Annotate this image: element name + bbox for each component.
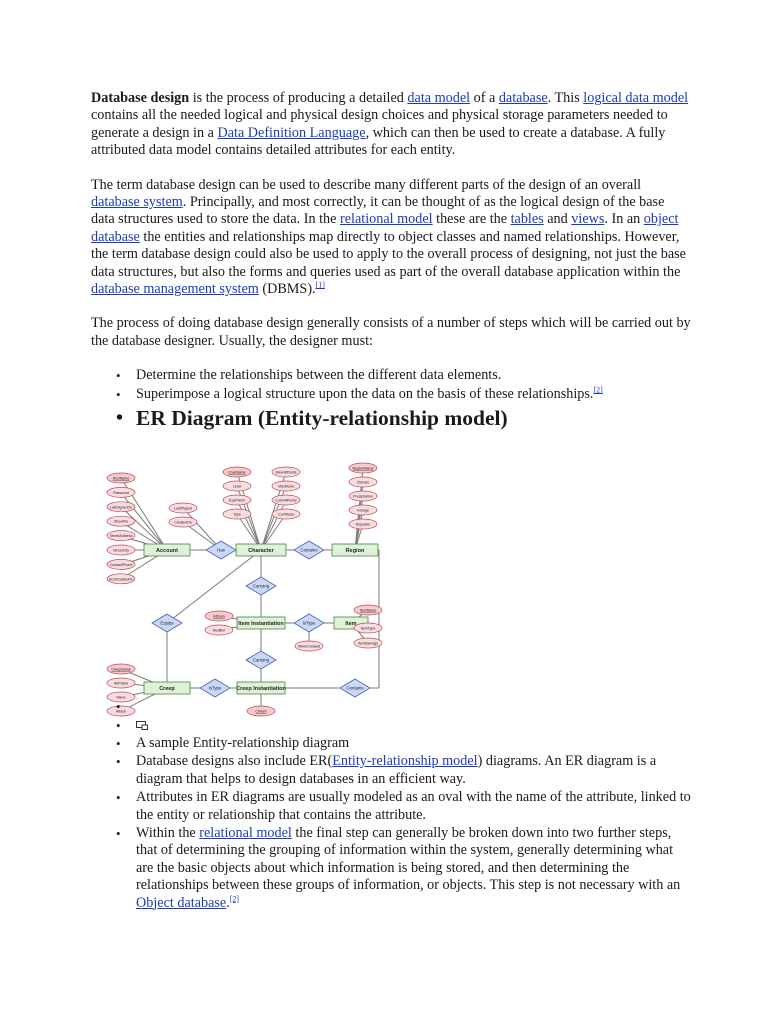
citation-2b[interactable]: [2]	[229, 893, 240, 903]
attribute-label: CurrMana	[278, 512, 294, 517]
list-item-empty	[136, 698, 691, 715]
text-run: and	[543, 211, 572, 228]
attribute-label: StreetCity	[113, 548, 129, 553]
attribute-label: Level	[232, 484, 242, 489]
attribute-label: CharName	[228, 470, 246, 475]
attribute-label: RegionName	[352, 466, 374, 471]
attribute-label: StreetAddress	[109, 534, 133, 539]
relationship-label: Equips	[160, 620, 174, 626]
list-item	[136, 386, 691, 403]
term-database-design: Database design	[91, 90, 190, 106]
link-logical-data-model[interactable]: logical data model	[583, 90, 689, 106]
link-views[interactable]: views	[571, 211, 605, 228]
er-diagram-heading: • ER Diagram (Entity-relationship model)	[136, 404, 691, 432]
er-diagram-svg	[81, 438, 381, 714]
list-item: • Attributes in ER diagrams are usually modeled as an oval with the name of the attribute, linked to the entity or relationship that contains the attribute.	[136, 789, 691, 824]
text-run: is the process of producing a detailed	[189, 90, 408, 106]
entity-label: Region	[345, 548, 365, 555]
text-run: . In an	[604, 211, 644, 228]
intro-paragraph	[91, 90, 691, 160]
attribute-label: LastSignedOn	[109, 505, 133, 510]
text-run: . Principally, and most correctly, it can be thought of as the logical design of the base data structures used to store the data. In the	[91, 194, 665, 228]
list-item	[136, 753, 691, 788]
attribute-label: StreetNo	[113, 519, 129, 524]
attribute-label: Precipitation	[353, 494, 373, 499]
entity-label: Account	[156, 548, 178, 555]
link-object-database-2[interactable]: Object database	[136, 894, 227, 911]
link-object-database[interactable]: object database	[91, 211, 679, 245]
citation-1[interactable]: [1]	[315, 280, 325, 290]
broken-image-icon[interactable]	[136, 718, 148, 727]
diagram-caption: • A sample Entity-relationship diagram	[136, 735, 691, 752]
relationship-label: IsType	[208, 685, 222, 691]
process-paragraph: The process of doing database design generally consists of a number of steps which will be carried out by the database designer. Usually, the designer must:	[91, 315, 691, 349]
attribute-label: WhenCreated	[297, 644, 321, 649]
attribute-label: CurrHitPoints	[275, 498, 297, 503]
attribute-label: MaxMana	[278, 484, 294, 489]
text-run: Database designs also include ER(	[136, 753, 333, 770]
text-run: the entities and relationships map directly to object classes and named relationships. However, the term database design could also be used to apply to the overall process of designing, not just the base data structures, but also the forms and queries used as part of the overall database application within the	[91, 228, 686, 280]
text-run: , which can then be used to create a database. A fully attributed data model contains detailed attributes for each entity.	[91, 124, 666, 159]
connector-line	[237, 500, 261, 550]
relationship-label: IsType	[302, 620, 316, 626]
link-tables[interactable]: tables	[510, 211, 544, 228]
attribute-label: Climate	[356, 480, 370, 485]
link-data-definition-language[interactable]: Data Definition Language	[217, 124, 366, 141]
er-diagram-image	[81, 438, 381, 714]
entity-label: Creep Instantiation	[236, 686, 286, 693]
attribute-label: Foliage	[357, 508, 369, 513]
relationship-label: Carrying	[252, 583, 270, 589]
text-run: of a	[470, 90, 499, 106]
text-run: .	[226, 894, 230, 911]
attribute-label: AcctName	[112, 476, 130, 481]
link-dbms[interactable]: database management system	[91, 281, 259, 298]
steps-list	[91, 367, 691, 432]
link-data-model[interactable]: data model	[407, 90, 471, 106]
text-run: these are the	[432, 211, 511, 228]
attribute-label: Attack	[116, 709, 126, 714]
article-body	[91, 90, 691, 913]
attribute-label: Mana	[116, 695, 126, 700]
text-run: contains all the needed logical and physical design choices and physical storage parameters needed to generate a design in a	[91, 107, 668, 141]
text-run: the final step can generally be broken down into two further steps, that of determining the grouping of information within the system, generally determining what are the basic objects about which information is being stored, and then determining the relationships between these groups of information, or objects. This step is not necessary with an	[136, 824, 681, 894]
text-run: Within the	[136, 824, 200, 841]
text-run: Superimpose a logical structure upon the data on the basis of these relationships.	[136, 385, 594, 402]
connector-line	[261, 500, 286, 550]
entity-label: Character	[248, 548, 274, 555]
link-database[interactable]: database	[498, 90, 548, 106]
entity-label: Item	[345, 621, 357, 628]
attribute-label: ItemDamage	[357, 641, 379, 646]
attribute-label: ExpPoints	[228, 498, 246, 503]
relationship-label: Carrying	[252, 657, 270, 663]
attribute-label: MaxHitPoints	[275, 470, 297, 475]
attribute-label: CreepName	[111, 667, 131, 672]
attribute-label: Type	[233, 512, 241, 517]
attribute-label: Modifier	[212, 628, 226, 633]
attribute-label: ContactPhone	[109, 562, 133, 567]
text-run: The term database design can be used to describe many different parts of the design of an overall	[91, 176, 642, 193]
list-item	[136, 825, 691, 912]
attribute-label: ItemName	[359, 608, 377, 613]
attribute-label: Repeater	[355, 522, 371, 527]
list-item: • Determine the relationships between the different data elements.	[136, 367, 691, 384]
citation-2[interactable]: [2]	[593, 384, 603, 394]
attribute-label: HitPoints	[113, 681, 129, 686]
link-entity-relationship-model[interactable]: Entity-relationship model	[332, 753, 478, 770]
relationship-label: Has	[217, 547, 225, 553]
relationship-label: Contains	[300, 547, 318, 553]
attribute-label: AcctCreatedOn	[108, 577, 134, 582]
attribute-label: Password	[113, 490, 129, 495]
attribute-label: LastPlayed	[174, 506, 192, 511]
attribute-label: CINum	[255, 709, 267, 714]
text-run: ) diagrams. An ER diagram is a diagram that helps to design databases in an efficient way.	[136, 753, 657, 787]
attribute-label: IIdNum	[213, 614, 225, 619]
link-database-system[interactable]: database system	[91, 194, 183, 211]
relationship-label: Contains	[346, 685, 364, 691]
entity-label: Item Instantiation	[238, 621, 284, 628]
link-relational-model-2[interactable]: relational model	[199, 824, 292, 841]
entity-label: Creep	[159, 686, 175, 693]
attribute-label: ItemType	[360, 626, 376, 631]
link-relational-model[interactable]: relational model	[340, 211, 433, 228]
list-item-icon	[136, 717, 691, 734]
term-paragraph	[91, 177, 691, 299]
attribute-label: CreatedOn	[174, 520, 192, 525]
text-run: (DBMS).	[258, 281, 316, 298]
text-run: . This	[547, 90, 584, 106]
